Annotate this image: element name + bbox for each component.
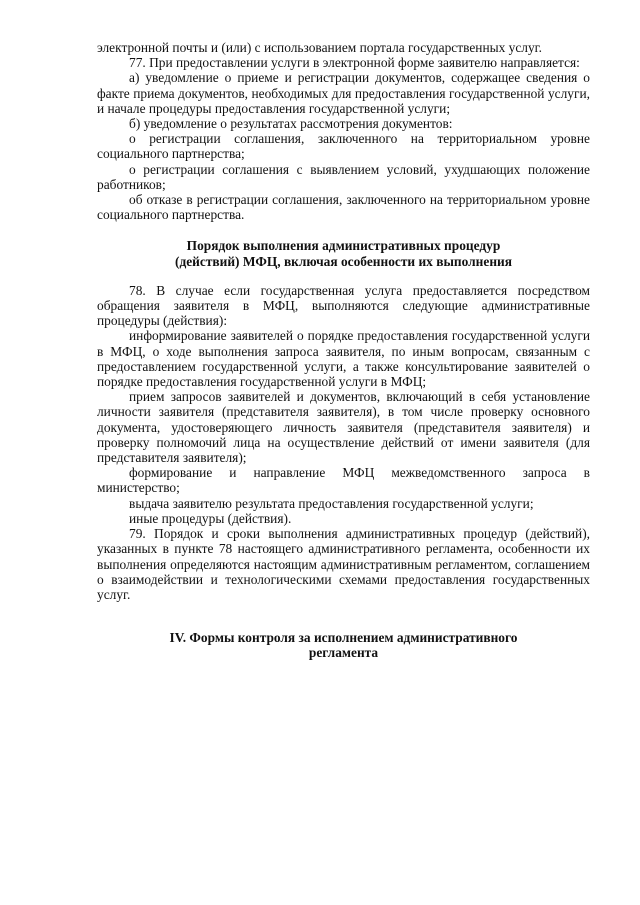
section-heading-mfc	[97, 238, 590, 268]
heading-line: регламента	[308, 645, 379, 661]
list-item: прием запросов заявителей и документов, включающий в себя установление личности заявителя (представителя заявителя), в том числе проверку основного документа, удостоверяющего личность заявителя (представителя заявителя) и проверку полномочий лица на осуществление действий от имени заявителя (для представителя заявителя);	[97, 389, 590, 466]
list-item: о регистрации соглашения, заключенного на территориальном уровне социального партнерства;	[97, 131, 590, 162]
paragraph-77: 77. При предоставлении услуги в электронной форме заявителю направляется:	[129, 55, 580, 71]
section-heading-control	[97, 630, 590, 660]
paragraph-77-a: а) уведомление о приеме и регистрации документов, содержащее сведения о факте приема документов, необходимых для предоставления государственной услуги, и начале процедуры предоставления государственной услуги;	[97, 70, 590, 116]
paragraph-78: 78. В случае если государственная услуга предоставляется посредством обращения заявителя в МФЦ, выполняются следующие административные процедуры (действия):	[97, 282, 590, 329]
paragraph-79: 79. Порядок и сроки выполнения административных процедур (действий), указанных в пункте 78 настоящего административного регламента, особенности их выполнения определяются настоящим административным регламентом, соглашением о взаимодействии и технологическими схемами предоставления государственных услуг.	[97, 526, 590, 602]
section-mfc-procedures	[97, 283, 590, 602]
list-item: об отказе в регистрации соглашения, заключенного на территориальном уровне социального партнерства.	[97, 192, 590, 223]
heading-line: (действий) МФЦ, включая особенности их выполнения	[174, 253, 512, 269]
list-item: о регистрации соглашения с выявлением условий, ухудшающих положение работников;	[97, 161, 590, 192]
list-item: формирование и направление МФЦ межведомственного запроса в министерство;	[97, 465, 590, 496]
list-item: иные процедуры (действия).	[129, 510, 292, 526]
list-item: выдача заявителю результата предоставления государственной услуги;	[129, 495, 534, 511]
section-mail-and-electronic	[97, 40, 590, 222]
heading-line: Порядок выполнения административных процедур	[186, 238, 501, 254]
paragraph-77-b: б) уведомление о результатах рассмотрения документов:	[129, 116, 453, 132]
list-item: информирование заявителей о порядке предоставления государственной услуги в МФЦ, о ходе выполнения запроса заявителя, по иным вопросам, связанным с предоставлением государственной услуги, а также консультирование заявителей о порядке предоставления государственной услуги в МФЦ;	[97, 328, 590, 390]
heading-line: IV. Формы контроля за исполнением административного	[169, 630, 518, 646]
paragraph: электронной почты и (или) с использованием портала государственных услуг.	[97, 40, 543, 55]
